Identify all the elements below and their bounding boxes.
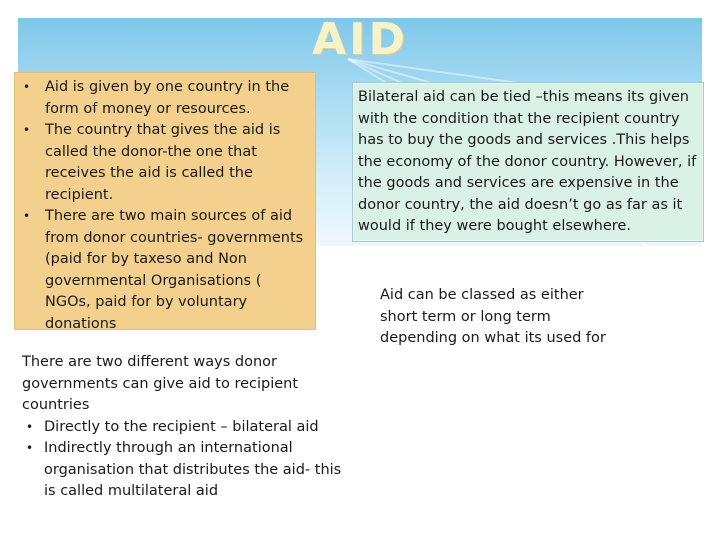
page-title: AID [312,14,408,65]
aid-ways-section [22,352,342,503]
definition-list [15,77,311,335]
aid-definition-box [14,72,316,330]
list-item: • Directly to the recipient – bilateral aid [22,417,342,439]
bullet-icon: • [26,441,34,455]
list-item: • Indirectly through an international organisation that distributes the aid- this is called multilateral aid [26,440,342,499]
list-item: • The country that gives the aid is called the donor-the one that receives the aid is called the recipient. [23,122,281,203]
aid-ways-list [22,417,342,503]
bullet-icon: • [23,80,31,94]
bilateral-aid-box [352,82,704,242]
bilateral-aid-text: Bilateral aid can be tied –this means its given with the condition that the recipient country has to buy the goods and services .This helps the economy of the donor country. However, if the goods and services are expensive in the donor country, the aid doesn’t go as far as it would if they were bought elsewhere. [358,89,697,234]
aid-ways-intro: There are two different ways donor governments can give aid to recipient countries [22,354,299,413]
bullet-icon: • [23,209,31,223]
aid-term-section [380,285,610,350]
bullet-icon: • [23,123,31,137]
list-item: • Aid is given by one country in the form of money or resources. [23,79,290,117]
list-item: • There are two main sources of aid from donor countries- governments (paid for by taxeso and Non governmental Organisations ( NGOs, paid for by voluntary donations [23,208,304,332]
aid-term-text: Aid can be classed as either short term or long term depending on what its used for [380,287,606,346]
bullet-icon: • [26,419,34,434]
